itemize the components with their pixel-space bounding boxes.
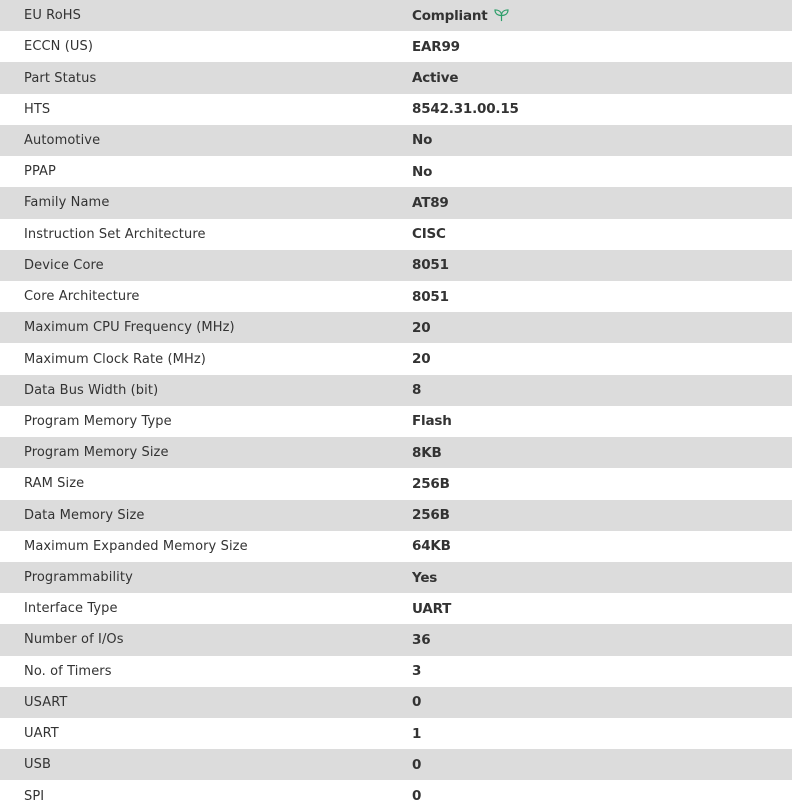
spec-label: Instruction Set Architecture xyxy=(24,226,206,242)
spec-label: Automotive xyxy=(24,132,101,148)
spec-value: 0 xyxy=(412,788,422,805)
spec-label: USART xyxy=(24,694,68,710)
spec-row-ram-size xyxy=(0,468,792,499)
spec-row-spi xyxy=(0,780,792,811)
spec-row-hts xyxy=(0,94,792,125)
spec-row-uart xyxy=(0,718,792,749)
spec-value: 256B xyxy=(412,475,450,492)
spec-value: EAR99 xyxy=(412,38,460,55)
spec-label: Family Name xyxy=(24,195,110,211)
spec-value: 20 xyxy=(412,351,431,368)
spec-row-max-clock-rate xyxy=(0,343,792,374)
spec-row-usart xyxy=(0,687,792,718)
spec-row-device-core xyxy=(0,250,792,281)
spec-value: Active xyxy=(412,70,459,87)
spec-value: No xyxy=(412,163,433,180)
spec-row-data-memory-size xyxy=(0,500,792,531)
spec-row-isa xyxy=(0,219,792,250)
spec-label: Programmability xyxy=(24,570,133,586)
spec-label: USB xyxy=(24,757,51,773)
spec-row-core-architecture xyxy=(0,281,792,312)
spec-label: Data Memory Size xyxy=(24,507,145,523)
spec-value: UART xyxy=(412,600,452,617)
spec-value: CISC xyxy=(412,226,446,243)
spec-row-automotive xyxy=(0,125,792,156)
spec-value: 8KB xyxy=(412,444,442,461)
leaf-icon xyxy=(494,9,509,22)
spec-value: 8 xyxy=(412,382,422,399)
spec-row-max-cpu-frequency xyxy=(0,312,792,343)
spec-row-eccn xyxy=(0,31,792,62)
spec-label: Number of I/Os xyxy=(24,632,124,648)
spec-row-family-name xyxy=(0,187,792,218)
spec-value: 8542.31.00.15 xyxy=(412,101,519,118)
spec-label: Device Core xyxy=(24,257,104,273)
spec-label: Interface Type xyxy=(24,601,118,617)
spec-value: 8051 xyxy=(412,257,449,274)
spec-row-part-status xyxy=(0,62,792,93)
spec-row-ppap xyxy=(0,156,792,187)
spec-value: 64KB xyxy=(412,538,451,555)
spec-row-program-memory-size xyxy=(0,437,792,468)
spec-label: No. of Timers xyxy=(24,663,112,679)
spec-label: Maximum CPU Frequency (MHz) xyxy=(24,320,235,336)
spec-value: AT89 xyxy=(412,194,449,211)
spec-label: RAM Size xyxy=(24,476,85,492)
spec-label: ECCN (US) xyxy=(24,39,94,55)
spec-label: Maximum Clock Rate (MHz) xyxy=(24,351,206,367)
spec-row-usb xyxy=(0,749,792,780)
spec-value: Yes xyxy=(412,569,438,586)
spec-label: PPAP xyxy=(24,164,56,180)
spec-row-timers xyxy=(0,656,792,687)
spec-label: Data Bus Width (bit) xyxy=(24,382,159,398)
spec-label: UART xyxy=(24,726,59,742)
spec-value: 3 xyxy=(412,663,422,680)
spec-label: SPI xyxy=(24,788,45,804)
spec-row-interface-type xyxy=(0,593,792,624)
spec-label: EU RoHS xyxy=(24,8,81,24)
spec-row-programmability xyxy=(0,562,792,593)
spec-label: Maximum Expanded Memory Size xyxy=(24,538,248,554)
spec-value-cell xyxy=(412,0,792,31)
spec-row-program-memory-type xyxy=(0,406,792,437)
spec-row-data-bus-width xyxy=(0,375,792,406)
spec-label: HTS xyxy=(24,101,51,117)
spec-label: Program Memory Size xyxy=(24,445,169,461)
spec-value: 1 xyxy=(412,725,422,742)
spec-value: Compliant xyxy=(412,7,488,24)
spec-value: 20 xyxy=(412,319,431,336)
spec-value: 36 xyxy=(412,631,431,648)
spec-value: Flash xyxy=(412,413,452,430)
spec-row-eu-rohs xyxy=(0,0,792,31)
spec-label: Part Status xyxy=(24,70,97,86)
spec-row-max-expanded-memory xyxy=(0,531,792,562)
spec-value: 256B xyxy=(412,507,450,524)
spec-label: Core Architecture xyxy=(24,289,140,305)
spec-label: Program Memory Type xyxy=(24,413,172,429)
spec-value: 8051 xyxy=(412,288,449,305)
spec-row-number-of-ios xyxy=(0,624,792,655)
spec-value: 0 xyxy=(412,694,422,711)
spec-value: No xyxy=(412,132,433,149)
spec-value: 0 xyxy=(412,756,422,773)
